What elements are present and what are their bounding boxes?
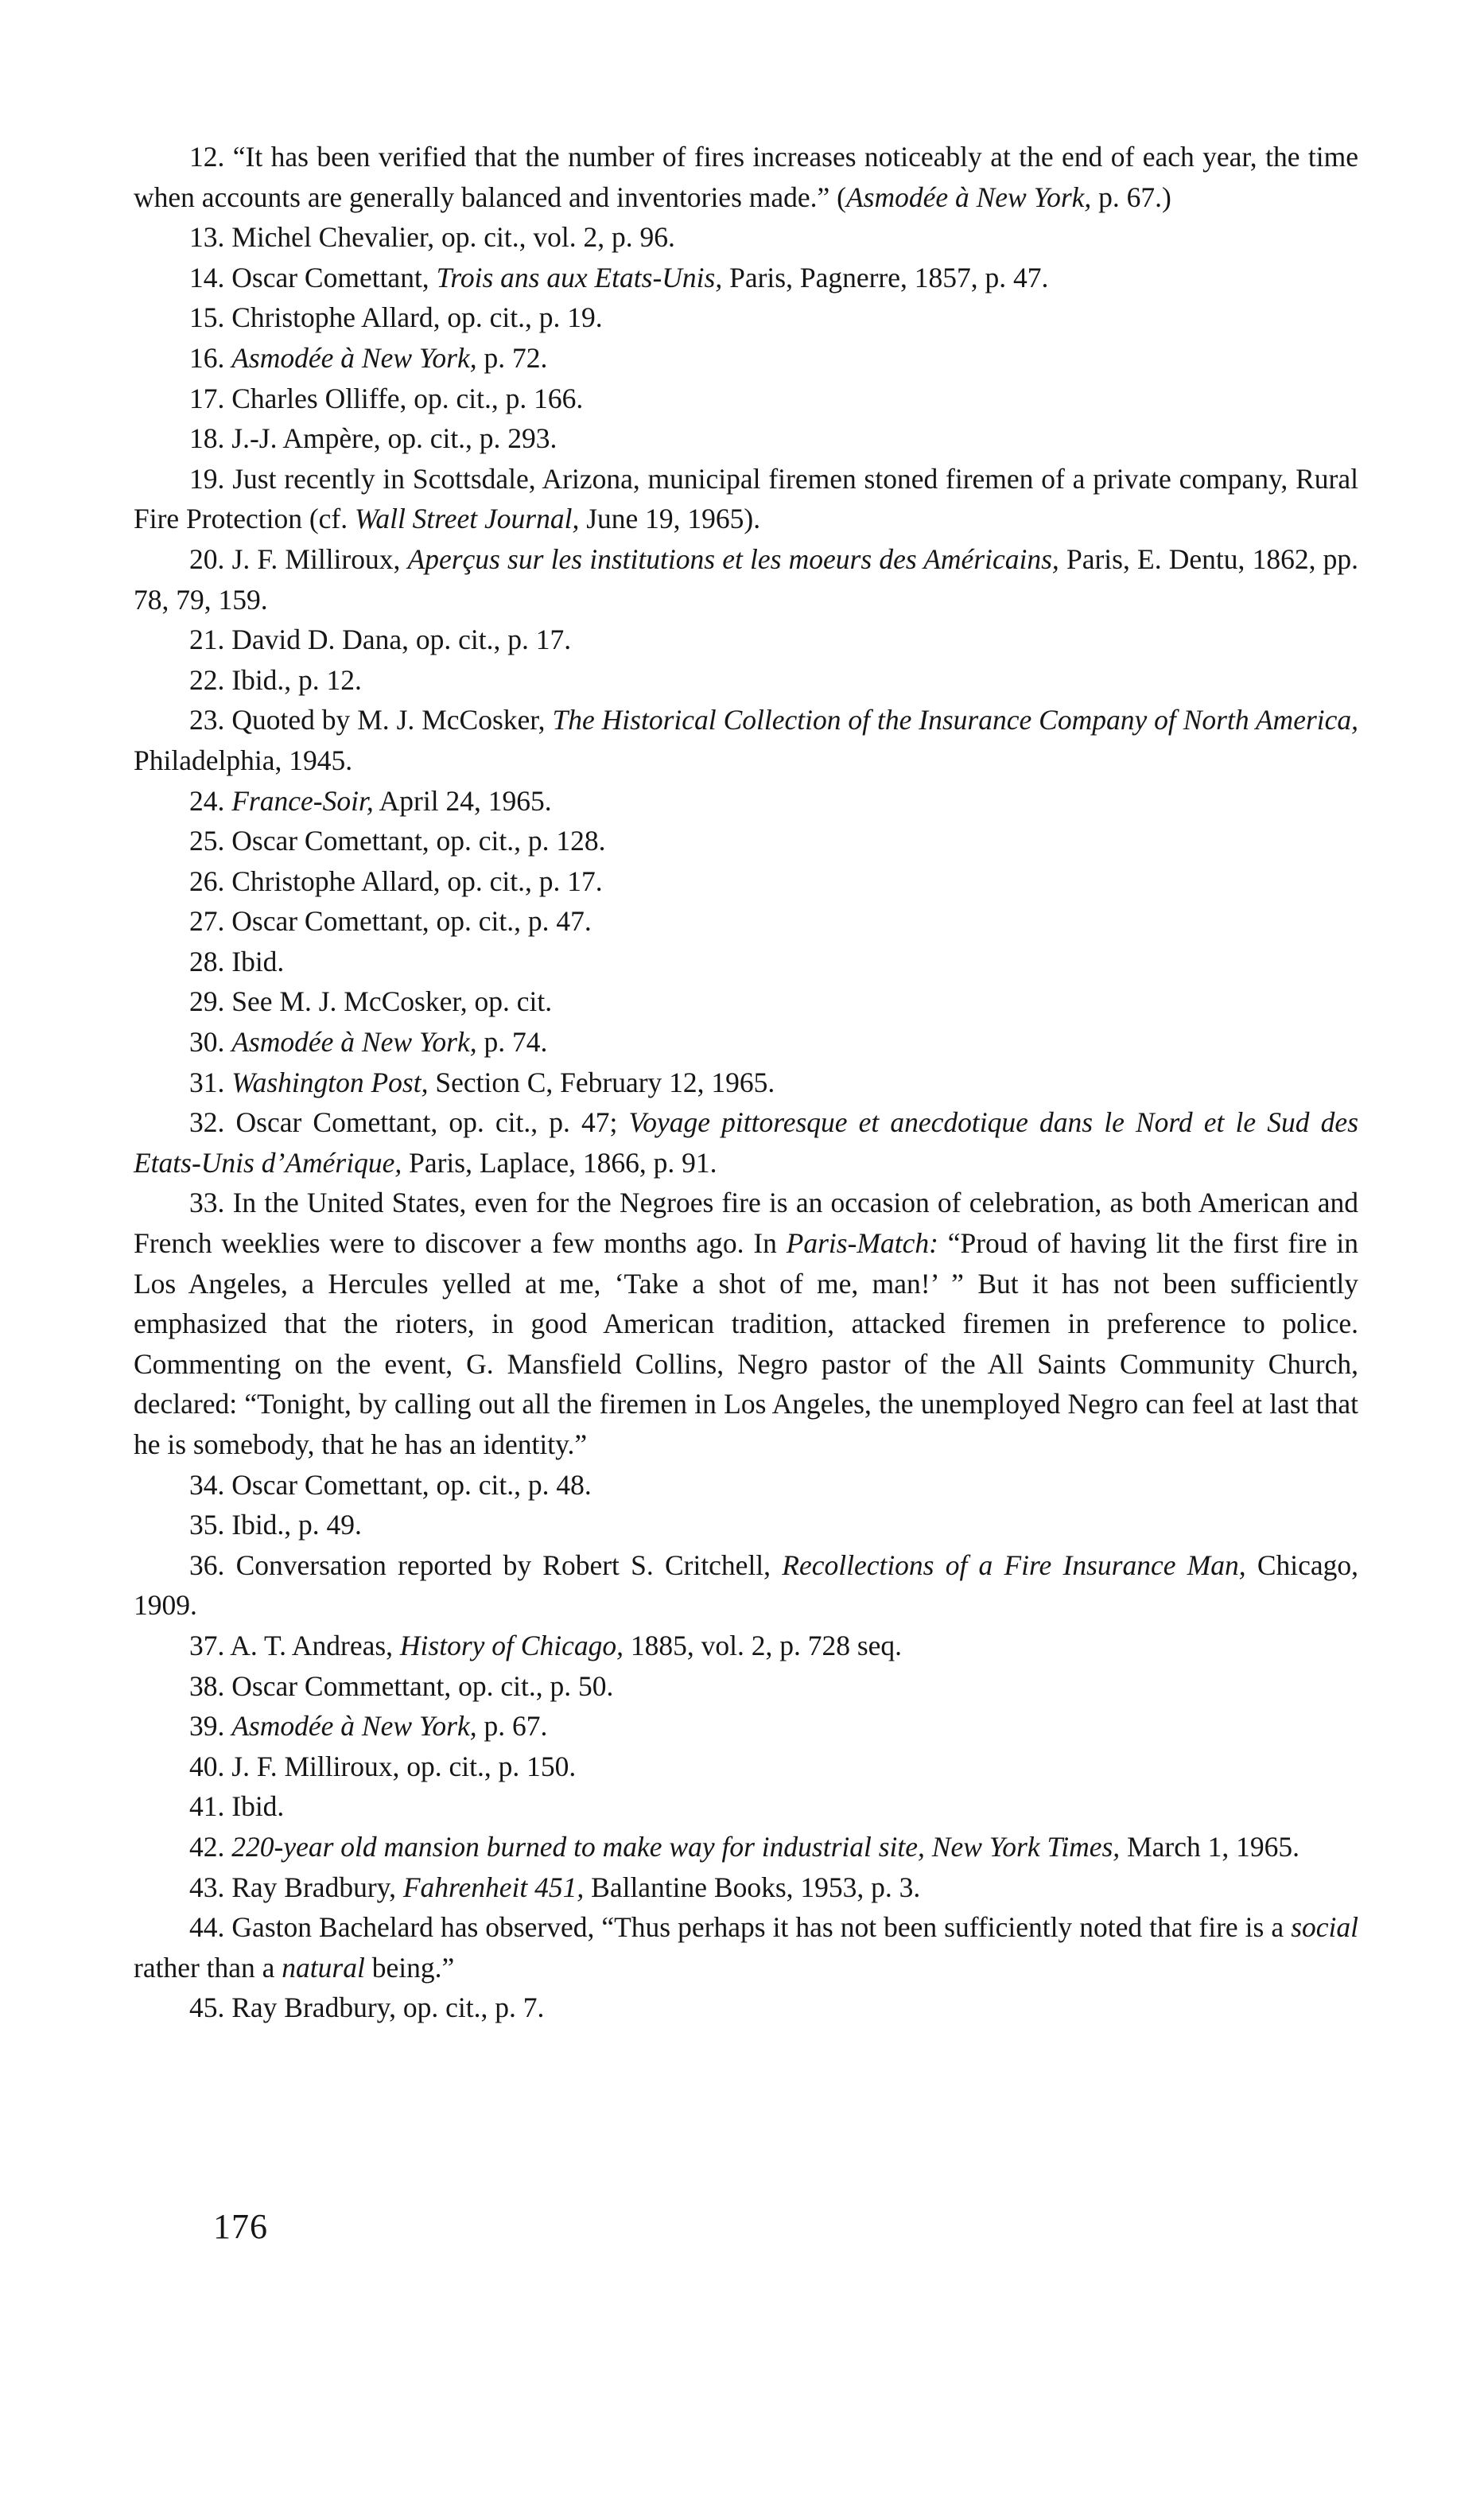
- endnote: [134, 700, 1358, 780]
- endnote-title-italic: social: [1291, 1911, 1359, 1944]
- endnote-text: p. 74.: [476, 1026, 548, 1059]
- endnote-text: In the United States, even for the Negroes fire is an occasion of celebration, as both American and French weeklies were to discover a few months ago. In: [134, 1187, 1359, 1260]
- endnote-title-italic: Fahrenheit 451,: [402, 1871, 585, 1903]
- endnote-number: 24.: [189, 784, 225, 817]
- endnote-text: Quoted by M. J. McCosker,: [231, 704, 553, 736]
- endnote-text: “Proud of having lit the first fire in Los Angeles, a Hercules yelled at me, ‘Take a shot of me, man!’ ” But it has not been sufficiently emphasized that the rioters, in good American tradition, attacked firemen in preference to police. Commenting on the event, G. Mansfield Collins, Negro pastor of the All Saints Community Church, declared: “Tonight, by calling out all the firemen in Los Angeles, the unemployed Negro can feel at last that he is somebody, that he has an identity.”: [134, 1227, 1358, 1460]
- endnote: [134, 1827, 1358, 1867]
- endnote-number: 17.: [189, 382, 225, 414]
- endnote-number: 20.: [189, 542, 225, 575]
- endnote-text: March 1, 1965.: [1120, 1830, 1299, 1863]
- endnote-number: 33.: [189, 1187, 225, 1219]
- endnote: [134, 258, 1358, 298]
- endnote-title-italic: Asmodée à New York,: [845, 181, 1092, 213]
- endnote-text: Paris, E. Dentu, 1862, pp. 78, 79, 159.: [134, 542, 1359, 616]
- endnote-text: J. F. Milliroux,: [231, 542, 408, 575]
- endnote-title-italic: France-Soir,: [231, 784, 374, 817]
- endnote-number: 23.: [189, 704, 225, 736]
- endnote-text: Paris, Pagnerre, 1857, p. 47.: [722, 261, 1049, 293]
- endnote-number: 29.: [189, 985, 225, 1018]
- endnote-title-italic: Asmodée à New York,: [231, 341, 477, 374]
- endnote-text: Ibid.: [231, 1790, 285, 1823]
- endnote: [134, 821, 1358, 861]
- endnote-number: 15.: [189, 301, 225, 334]
- endnote-number: 28.: [189, 945, 225, 977]
- endnotes-list: [134, 137, 1358, 2028]
- endnote: [134, 539, 1358, 620]
- endnote-title-italic: The Historical Collection of the Insurance Company of North America,: [552, 704, 1359, 736]
- endnote-text: David D. Dana, op. cit., p. 17.: [231, 624, 572, 656]
- endnote-text: 1885, vol. 2, p. 728 seq.: [623, 1629, 903, 1661]
- endnote-text: Ray Bradbury, op. cit., p. 7.: [231, 1991, 545, 2024]
- endnote-text: April 24, 1965.: [373, 784, 552, 817]
- endnote-number: 27.: [189, 905, 225, 938]
- endnote-text: Christophe Allard, op. cit., p. 19.: [231, 301, 603, 334]
- endnote-number: 13.: [189, 221, 225, 254]
- endnote: [134, 459, 1358, 539]
- endnote-title-italic: Wall Street Journal,: [355, 503, 580, 535]
- endnote-number: 41.: [189, 1790, 225, 1823]
- endnote-text: Oscar Comettant, op. cit., p. 47.: [231, 905, 592, 938]
- endnote: [134, 1505, 1358, 1545]
- endnote-number: 34.: [189, 1468, 225, 1501]
- endnote: [134, 297, 1358, 338]
- endnote: [134, 1102, 1358, 1183]
- endnote-title-italic: Trois ans aux Etats-Unis,: [436, 261, 723, 293]
- endnote-number: 36.: [189, 1548, 225, 1581]
- endnote-text: p. 72.: [476, 341, 548, 374]
- endnote: [134, 217, 1358, 258]
- endnote-text: p. 67.: [476, 1710, 548, 1743]
- endnote: [134, 1545, 1358, 1626]
- endnote-number: 42.: [189, 1830, 225, 1863]
- endnote-text: A. T. Andreas,: [230, 1629, 400, 1661]
- endnote-title-italic: Recollections of a Fire Insurance Man,: [782, 1548, 1246, 1581]
- endnote-text: rather than a: [134, 1951, 282, 1984]
- endnote-text: Gaston Bachelard has observed, “Thus perhaps it has not been sufficiently noted that fire is a: [231, 1911, 1292, 1944]
- endnote-text: Philadelphia, 1945.: [134, 744, 353, 776]
- endnote-number: 22.: [189, 663, 225, 696]
- endnote: [134, 981, 1358, 1022]
- endnote-text: p. 67.): [1091, 181, 1171, 213]
- endnote-number: 38.: [189, 1669, 225, 1702]
- endnote-title-italic: Asmodée à New York,: [231, 1710, 477, 1743]
- endnote: [134, 1626, 1358, 1666]
- endnote: [134, 1183, 1358, 1464]
- endnote-text: Ibid., p. 12.: [231, 663, 362, 696]
- endnote-number: 44.: [189, 1911, 225, 1944]
- endnote-number: 14.: [189, 261, 225, 293]
- endnote: [134, 418, 1358, 459]
- endnote-text: Oscar Comettant, op. cit., p. 128.: [231, 825, 606, 857]
- endnote-number: 21.: [189, 624, 225, 656]
- endnote-text: June 19, 1965).: [579, 503, 761, 535]
- endnote-number: 18.: [189, 422, 225, 455]
- endnote-text: Just recently in Scottsdale, Arizona, municipal firemen stoned firemen of a private company, Rural Fire Protection (cf.: [134, 462, 1358, 535]
- endnote-number: 37.: [189, 1629, 225, 1661]
- endnote-number: 45.: [189, 1991, 225, 2024]
- endnote-number: 31.: [189, 1066, 225, 1098]
- endnote-text: See M. J. McCosker, op. cit.: [231, 985, 553, 1018]
- endnote: [134, 1907, 1358, 1988]
- endnote: [134, 1465, 1358, 1506]
- endnote-number: 35.: [189, 1509, 225, 1541]
- endnote: [134, 1666, 1358, 1707]
- endnote: [134, 338, 1358, 379]
- endnote-number: 19.: [189, 462, 225, 495]
- endnote: [134, 1786, 1358, 1827]
- endnote: [134, 660, 1358, 701]
- endnote: [134, 901, 1358, 942]
- endnote-text: Oscar Comettant, op. cit., p. 48.: [231, 1468, 592, 1501]
- endnote-text: Section C, February 12, 1965.: [428, 1066, 775, 1098]
- endnote-number: 30.: [189, 1026, 225, 1059]
- endnote-title-italic: 220-year old mansion burned to make way for industrial site, New York Times,: [231, 1830, 1121, 1863]
- endnote-number: 26.: [189, 865, 225, 897]
- endnote-number: 12.: [189, 141, 225, 173]
- endnote-text: J.-J. Ampère, op. cit., p. 293.: [231, 422, 557, 455]
- endnote-text: J. F. Milliroux, op. cit., p. 150.: [231, 1750, 577, 1782]
- endnote-title-italic: natural: [282, 1951, 365, 1984]
- endnote-text: Chicago, 1909.: [134, 1548, 1359, 1622]
- endnote: [134, 942, 1358, 982]
- endnote: [134, 1747, 1358, 1787]
- endnote-number: 39.: [189, 1710, 225, 1743]
- endnote-number: 16.: [189, 341, 225, 374]
- endnote: [134, 1867, 1358, 1908]
- endnote-number: 25.: [189, 825, 225, 857]
- endnote-text: Oscar Comettant,: [231, 261, 437, 293]
- endnote-text: Ibid., p. 49.: [231, 1509, 362, 1541]
- endnote-text: Ibid.: [231, 945, 285, 977]
- endnote-text: Conversation reported by Robert S. Critchell,: [235, 1548, 783, 1581]
- endnote-title-italic: Aperçus sur les institutions et les moeurs des Américains,: [407, 542, 1059, 575]
- endnote-number: 43.: [189, 1871, 225, 1903]
- endnote-title-italic: Paris-Match:: [786, 1227, 938, 1260]
- endnote-text: being.”: [364, 1951, 455, 1984]
- endnote: [134, 1988, 1358, 2028]
- page-number: 176: [213, 2207, 268, 2246]
- endnote-number: 40.: [189, 1750, 225, 1782]
- endnote-text: “It has been verified that the number of fires increases noticeably at the end of each year, the time when accounts are generally balanced and inventories made.” (: [134, 141, 1358, 213]
- endnote: [134, 1706, 1358, 1747]
- endnote-text: Paris, Laplace, 1866, p. 91.: [402, 1146, 717, 1179]
- endnote-title-italic: Voyage pittoresque et anecdotique dans le Nord et le Sud des Etats-Unis d’Amérique,: [134, 1106, 1359, 1179]
- endnote: [134, 861, 1358, 902]
- endnote-text: Oscar Comettant, op. cit., p. 47;: [235, 1106, 629, 1139]
- endnote-number: 32.: [189, 1106, 225, 1139]
- endnote-title-italic: Washington Post,: [231, 1066, 429, 1098]
- endnote-text: Ray Bradbury,: [231, 1871, 403, 1903]
- endnote-text: Christophe Allard, op. cit., p. 17.: [231, 865, 603, 897]
- endnote-text: Oscar Commettant, op. cit., p. 50.: [231, 1669, 614, 1702]
- endnote: [134, 781, 1358, 822]
- endnote: [134, 1063, 1358, 1103]
- endnote-text: Charles Olliffe, op. cit., p. 166.: [231, 382, 584, 414]
- endnote: [134, 137, 1358, 217]
- endnote: [134, 379, 1358, 419]
- endnote: [134, 1022, 1358, 1063]
- endnote: [134, 620, 1358, 660]
- endnote-title-italic: History of Chicago,: [399, 1629, 624, 1661]
- endnote-title-italic: Asmodée à New York,: [231, 1026, 477, 1059]
- endnote-text: Michel Chevalier, op. cit., vol. 2, p. 96.: [231, 221, 675, 254]
- endnote-text: Ballantine Books, 1953, p. 3.: [584, 1871, 921, 1903]
